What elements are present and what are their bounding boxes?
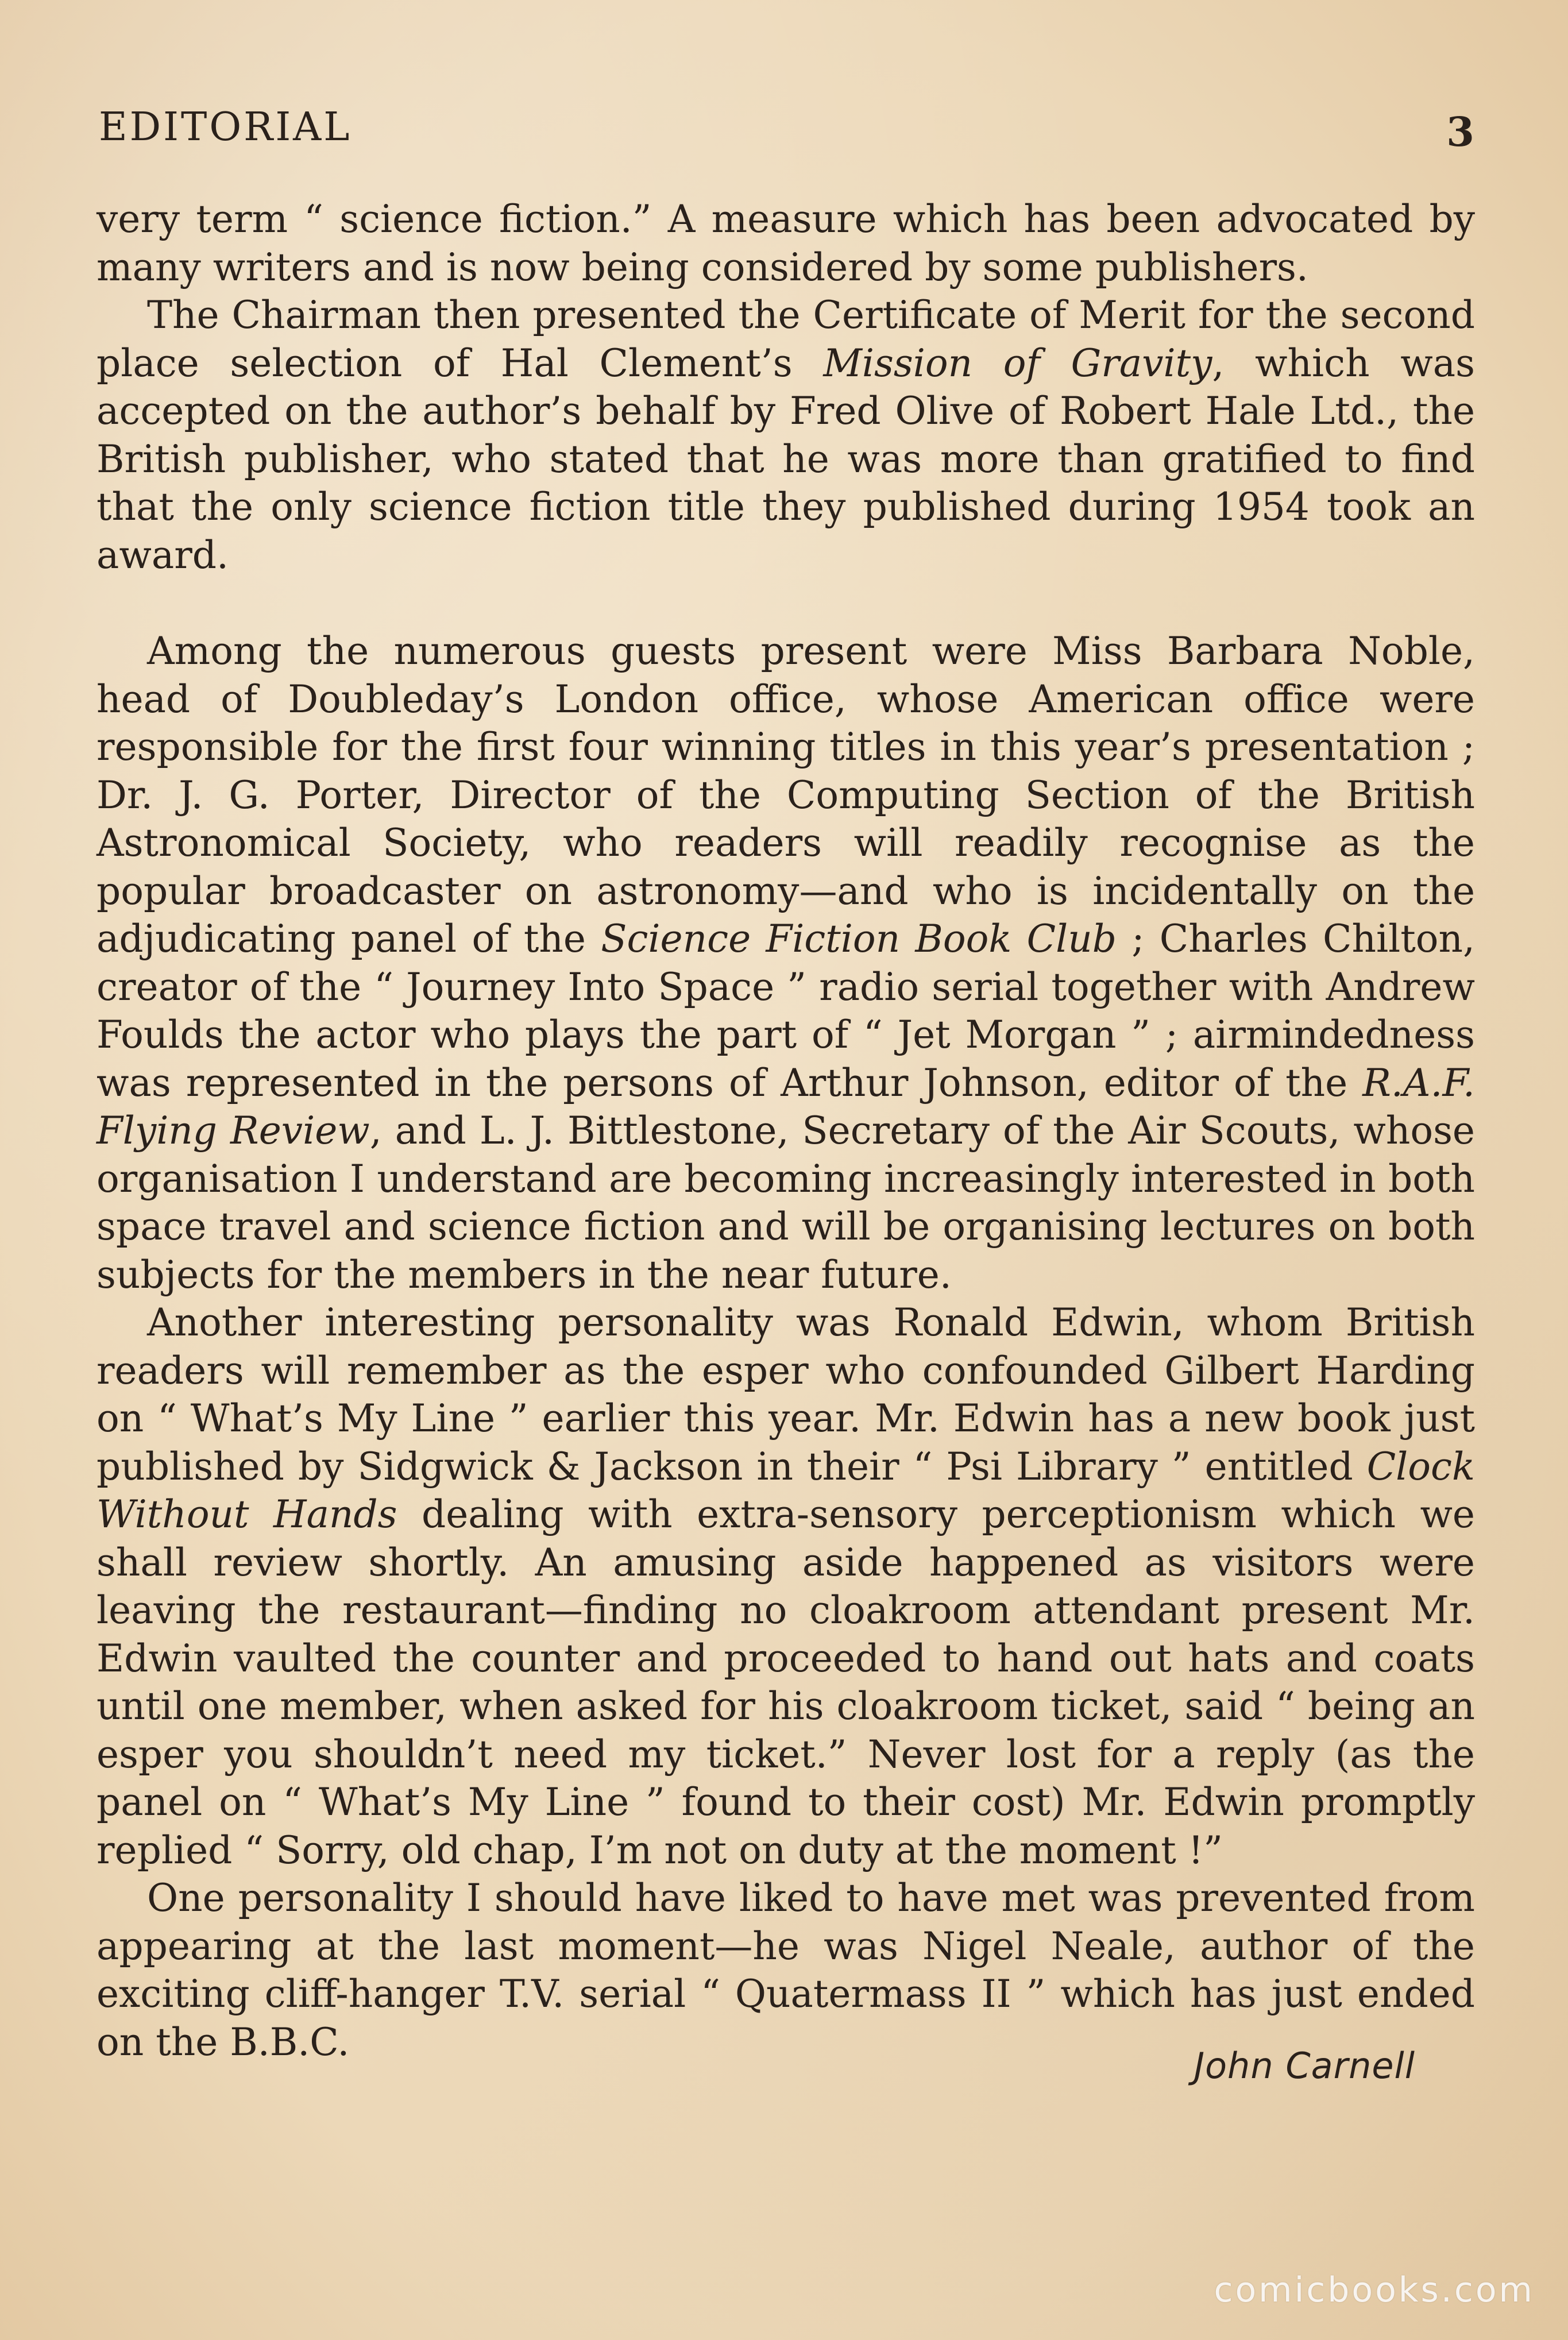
paragraph-2-text-a: The Chairman then presented the Certificate of Merit for the second place selection of Hal Clement’s — [96, 293, 1475, 385]
magazine-title-raf-flying-review: R.A.F. Flying Review — [96, 1060, 1475, 1153]
paragraph-4 — [96, 1299, 1475, 1874]
page-number: 3 — [1446, 108, 1474, 156]
author-signature: John Carnell — [1194, 2045, 1415, 2087]
paragraph-4-text-a: Another interesting personality was Ronald Edwin, whom British readers will remember as the esper who confounded Gilbert Harding on “ What’s My Line ” earlier this year. Mr. Edwin has a new book just published by Sidgwick & Jackson in their “ Psi Library ” entitled — [96, 1300, 1475, 1489]
paragraph-3 — [96, 627, 1475, 1299]
paragraph-3-text-a: Among the numerous guests present were Miss Barbara Noble, head of Doubleday’s London office, whose American office were responsible for the first four winning titles in this year’s presentation ; Dr. J. G. Porter, Director of the Computing Section of the British Astronomical Society, who readers will readily recognise as the popular broadcaster on astronomy—and who is incidentally on the adjudicating panel of the — [96, 629, 1475, 961]
paragraph-1 — [96, 195, 1475, 291]
paragraph-3-text-c: ; Charles Chilton, creator of the “ Journey Into Space ” radio serial together with Andrew Foulds the actor who plays the part of “ Jet Morgan ” ; airmindedness was represented in the persons of Arthur Johnson, editor of the — [96, 917, 1475, 1105]
paragraph-5-text: One personality I should have liked to have met was prevented from appearing at the last moment—he was Nigel Neale, author of the exciting cliff-hanger T.V. serial “ Quatermass II ” which has just ended on the B.B.C. — [96, 1876, 1475, 2064]
book-club-name: Science Fiction Book Club — [601, 917, 1117, 961]
running-head: EDITORIAL — [99, 105, 352, 150]
paragraph-2-text-c: , which was accepted on the author’s behalf by Fred Olive of Robert Hale Ltd., the British publisher, who stated that he was more than gratified to find that the only science fiction title they published during 1954 took an award. — [96, 341, 1475, 577]
paragraph-1-text: very term “ science fiction.” A measure which has been advocated by many writers and is now being considered by some publishers. — [96, 197, 1475, 289]
watermark: comicbooks.com — [1214, 2270, 1535, 2310]
book-title-mission-of-gravity: Mission of Gravity — [823, 341, 1212, 385]
book-title-clock-without-hands: Clock Without Hands — [96, 1444, 1475, 1536]
paragraph-4-text-c: dealing with extra-sensory perceptionism which we shall review shortly. An amusing aside happened as visitors were leaving the restaurant—finding no cloakroom attendant present Mr. Edwin vaulted the counter and proceeded to hand out hats and coats until one member, when asked for his cloakroom ticket, said “ being an esper you shouldn’t need my ticket.” Never lost for a reply (as the panel on “ What’s My Line ” found to their cost) Mr. Edwin promptly replied “ Sorry, old chap, I’m not on duty at the moment !” — [96, 1492, 1475, 1872]
editorial-body — [96, 195, 1475, 2066]
page-header — [99, 99, 1474, 156]
paragraph-3-text-e: , and L. J. Bittlestone, Secretary of the Air Scouts, whose organisation I understand are becoming increasingly interested in both space travel and science fiction and will be organising lectures on both subjects for the members in the near future. — [96, 1109, 1475, 1297]
paragraph-2 — [96, 291, 1475, 579]
paragraph-5 — [96, 1874, 1475, 2066]
